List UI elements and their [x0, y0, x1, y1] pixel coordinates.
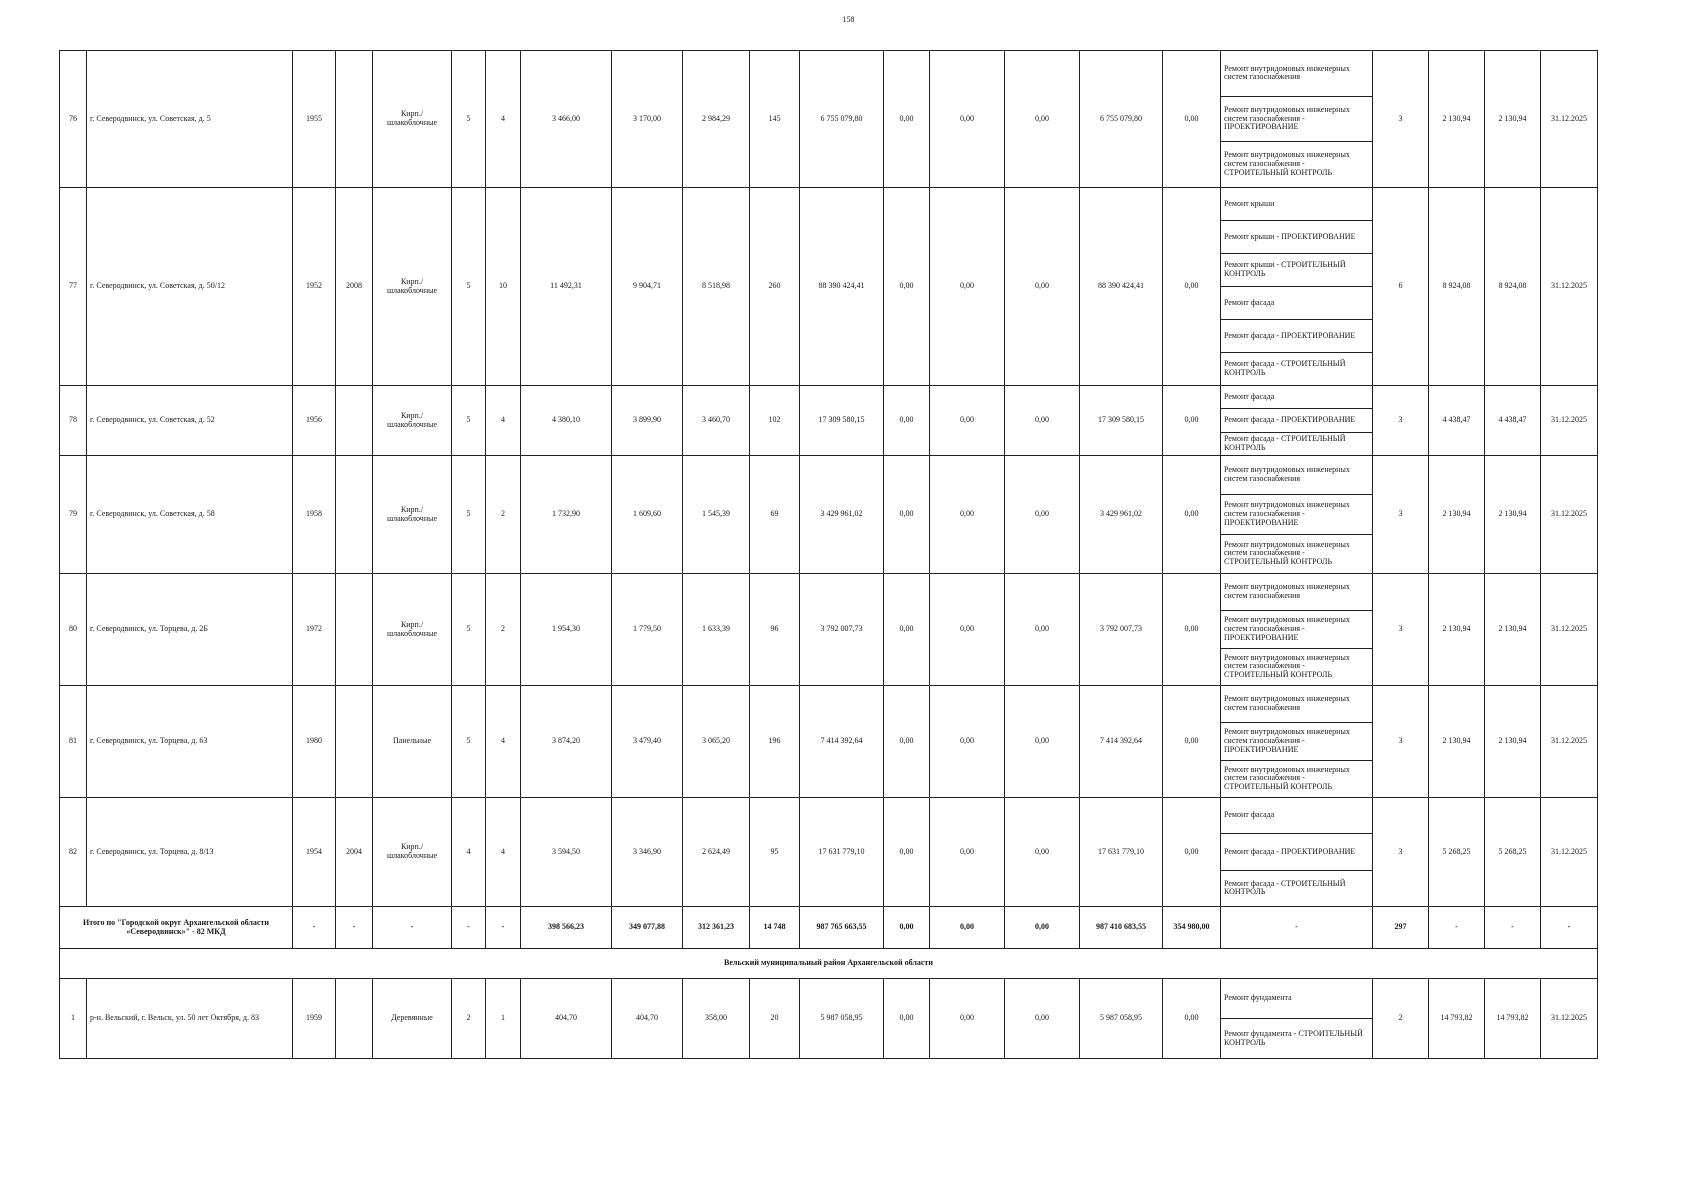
table-row — [60, 686, 1598, 798]
cost-local-budget-cell: 0,00 — [1005, 574, 1080, 686]
works-list-cell — [1221, 51, 1373, 188]
table-row — [60, 386, 1598, 456]
cost-other-cell: 0,00 — [1163, 686, 1221, 798]
work-item: Ремонт крыши — [1221, 188, 1372, 221]
work-item: Ремонт внутридомовых инженерных систем газоснабжения — [1221, 686, 1372, 723]
works-count-cell: 3 — [1373, 798, 1429, 907]
year-repair-cell — [336, 456, 373, 574]
total-residents-cell: 14 748 — [750, 907, 800, 949]
work-item: Ремонт внутридомовых инженерных систем газоснабжения - ПРОЕКТИРОВАНИЕ — [1221, 495, 1372, 534]
unit-cost-cell: 2 130,94 — [1429, 51, 1485, 188]
unit-cost-cell: 8 924,08 — [1429, 188, 1485, 386]
residents-cell: 102 — [750, 386, 800, 456]
address-cell: г. Северодвинск, ул. Торцева, д. 8/13 — [87, 798, 293, 907]
cost-region-budget-cell: 0,00 — [930, 979, 1005, 1059]
deadline-cell: 31.12.2025 — [1541, 798, 1598, 907]
entrances-cell: 4 — [486, 798, 521, 907]
area-premises-cell: 3 479,40 — [612, 686, 683, 798]
total-area-cell: 404,70 — [521, 979, 612, 1059]
address-cell: г. Северодвинск, ул. Торцева, д. 63 — [87, 686, 293, 798]
row-number: 1 — [60, 979, 87, 1059]
floors-cell: 5 — [452, 456, 486, 574]
works-list-cell — [1221, 979, 1373, 1059]
total-cost-budget-local-cell: 0,00 — [1005, 907, 1080, 949]
unit-cost-limit-cell: 14 793,82 — [1485, 979, 1541, 1059]
address-cell: г. Северодвинск, ул. Советская, д. 5 — [87, 51, 293, 188]
work-item: Ремонт внутридомовых инженерных систем газоснабжения - ПРОЕКТИРОВАНИЕ — [1221, 97, 1372, 143]
unit-cost-limit-cell: 8 924,08 — [1485, 188, 1541, 386]
works-count-cell: 3 — [1373, 686, 1429, 798]
cost-fund-cell: 0,00 — [884, 386, 930, 456]
year-built-cell: 1954 — [293, 798, 336, 907]
cost-owners-cell: 3 792 007,73 — [1080, 574, 1163, 686]
address-cell: р-н. Вельский, г. Вельск, ул. 50 лет Октября, д. 83 — [87, 979, 293, 1059]
floors-cell: 5 — [452, 686, 486, 798]
cost-region-budget-cell: 0,00 — [930, 386, 1005, 456]
works-list — [1221, 686, 1372, 797]
floors-cell: 5 — [452, 188, 486, 386]
total-area-cell: 4 380,10 — [521, 386, 612, 456]
cost-other-cell: 0,00 — [1163, 574, 1221, 686]
unit-cost-cell: 4 438,47 — [1429, 386, 1485, 456]
table-row — [60, 798, 1598, 907]
works-list-cell — [1221, 188, 1373, 386]
total-label-cell: Итого по "Городской округ Архангельской области «Северодвинск»" - 82 МКД — [60, 907, 293, 949]
total-cost-budget-region-cell: 0,00 — [930, 907, 1005, 949]
cost-fund-cell: 0,00 — [884, 979, 930, 1059]
work-item: Ремонт фасада - ПРОЕКТИРОВАНИЕ — [1221, 320, 1372, 353]
dash-cell: - — [452, 907, 486, 949]
floors-cell: 5 — [452, 574, 486, 686]
entrances-cell: 2 — [486, 574, 521, 686]
cost-local-budget-cell: 0,00 — [1005, 188, 1080, 386]
unit-cost-limit-cell: 5 268,25 — [1485, 798, 1541, 907]
work-item: Ремонт внутридомовых инженерных систем газоснабжения — [1221, 456, 1372, 495]
total-area-cell: 3 874,20 — [521, 686, 612, 798]
work-item: Ремонт фасада - СТРОИТЕЛЬНЫЙ КОНТРОЛЬ — [1224, 878, 1346, 897]
works-list-cell — [1221, 386, 1373, 456]
wall-material-cell: Кирп./ шлакоблочные — [373, 456, 452, 574]
table-row — [60, 979, 1598, 1059]
residents-cell: 96 — [750, 574, 800, 686]
cost-fund-cell: 0,00 — [884, 51, 930, 188]
dash-cell: - — [1221, 907, 1373, 949]
cost-fund-cell: 0,00 — [884, 686, 930, 798]
unit-cost-cell: 5 268,25 — [1429, 798, 1485, 907]
works-list-cell — [1221, 574, 1373, 686]
residents-cell: 95 — [750, 798, 800, 907]
work-item: Ремонт внутридомовых инженерных систем газоснабжения - СТРОИТЕЛЬНЫЙ КОНТРОЛЬ — [1224, 652, 1350, 680]
cost-owners-cell: 3 429 961,02 — [1080, 456, 1163, 574]
table-row — [60, 574, 1598, 686]
year-built-cell: 1955 — [293, 51, 336, 188]
work-item: Ремонт внутридомовых инженерных систем газоснабжения - СТРОИТЕЛЬНЫЙ КОНТРОЛЬ — [1224, 764, 1350, 792]
area-premises-cell: 9 904,71 — [612, 188, 683, 386]
cost-other-cell: 0,00 — [1163, 386, 1221, 456]
year-built-cell: 1958 — [293, 456, 336, 574]
works-count-cell: 3 — [1373, 386, 1429, 456]
cost-total-cell: 17 631 779,10 — [800, 798, 884, 907]
works-count-cell: 6 — [1373, 188, 1429, 386]
total-area-residential-cell: 312 361,23 — [683, 907, 750, 949]
cost-region-budget-cell: 0,00 — [930, 456, 1005, 574]
entrances-cell: 10 — [486, 188, 521, 386]
cost-local-budget-cell: 0,00 — [1005, 979, 1080, 1059]
cost-owners-cell: 17 309 580,15 — [1080, 386, 1163, 456]
work-item: Ремонт фундамента - СТРОИТЕЛЬНЫЙ КОНТРОЛЬ — [1224, 1028, 1363, 1047]
cost-owners-cell: 6 755 079,80 — [1080, 51, 1163, 188]
floors-cell: 5 — [452, 386, 486, 456]
unit-cost-limit-cell: 2 130,94 — [1485, 51, 1541, 188]
cost-total-cell: 6 755 079,80 — [800, 51, 884, 188]
area-premises-cell: 3 170,00 — [612, 51, 683, 188]
wall-material-cell: Панельные — [373, 686, 452, 798]
total-total-area-cell: 398 566,23 — [521, 907, 612, 949]
year-repair-cell — [336, 574, 373, 686]
cost-fund-cell: 0,00 — [884, 798, 930, 907]
year-repair-cell — [336, 386, 373, 456]
cost-local-budget-cell: 0,00 — [1005, 51, 1080, 188]
cost-region-budget-cell: 0,00 — [930, 686, 1005, 798]
unit-cost-limit-cell: 4 438,47 — [1485, 386, 1541, 456]
cost-local-budget-cell: 0,00 — [1005, 386, 1080, 456]
total-works-count-cell: 297 — [1373, 907, 1429, 949]
work-item: Ремонт крыши - ПРОЕКТИРОВАНИЕ — [1221, 221, 1372, 254]
total-cost-owners-cell: 987 410 683,55 — [1080, 907, 1163, 949]
works-list — [1221, 979, 1372, 1058]
work-item: Ремонт внутридомовых инженерных систем газоснабжения - ПРОЕКТИРОВАНИЕ — [1221, 611, 1372, 648]
wall-material-cell: Кирп./ шлакоблочные — [373, 386, 452, 456]
dash-cell: - — [336, 907, 373, 949]
entrances-cell: 4 — [486, 51, 521, 188]
year-built-cell: 1980 — [293, 686, 336, 798]
entrances-cell: 4 — [486, 386, 521, 456]
works-count-cell: 3 — [1373, 456, 1429, 574]
cost-total-cell: 88 390 424,41 — [800, 188, 884, 386]
area-residential-cell: 358,00 — [683, 979, 750, 1059]
entrances-cell: 2 — [486, 456, 521, 574]
works-count-cell: 3 — [1373, 51, 1429, 188]
table-row — [60, 51, 1598, 188]
works-list-cell — [1221, 456, 1373, 574]
work-item: Ремонт внутридомовых инженерных систем газоснабжения — [1221, 51, 1372, 97]
dash-cell: - — [293, 907, 336, 949]
floors-cell: 2 — [452, 979, 486, 1059]
cost-fund-cell: 0,00 — [884, 456, 930, 574]
total-area-total-premises-cell: 349 077,88 — [612, 907, 683, 949]
dash-cell: - — [486, 907, 521, 949]
region-header: Вельский муниципальный район Архангельской области — [60, 949, 1598, 979]
area-premises-cell: 3 346,90 — [612, 798, 683, 907]
deadline-cell: 31.12.2025 — [1541, 574, 1598, 686]
work-item: Ремонт внутридомовых инженерных систем газоснабжения - СТРОИТЕЛЬНЫЙ КОНТРОЛЬ — [1224, 150, 1350, 178]
total-cost-fund-cell: 0,00 — [884, 907, 930, 949]
entrances-cell: 1 — [486, 979, 521, 1059]
work-item: Ремонт крыши - СТРОИТЕЛЬНЫЙ КОНТРОЛЬ — [1221, 254, 1372, 287]
residents-cell: 196 — [750, 686, 800, 798]
works-list-cell — [1221, 798, 1373, 907]
area-residential-cell: 1 633,39 — [683, 574, 750, 686]
work-item: Ремонт внутридомовых инженерных систем газоснабжения - СТРОИТЕЛЬНЫЙ КОНТРОЛЬ — [1224, 539, 1350, 567]
cost-other-cell: 0,00 — [1163, 979, 1221, 1059]
area-residential-cell: 3 460,70 — [683, 386, 750, 456]
year-repair-cell — [336, 979, 373, 1059]
work-item: Ремонт фасада - ПРОЕКТИРОВАНИЕ — [1221, 409, 1372, 432]
works-list-cell — [1221, 686, 1373, 798]
work-item: Ремонт фасада — [1221, 798, 1372, 834]
cost-local-budget-cell: 0,00 — [1005, 686, 1080, 798]
unit-cost-limit-cell: 2 130,94 — [1485, 574, 1541, 686]
work-item: Ремонт внутридомовых инженерных систем газоснабжения - ПРОЕКТИРОВАНИЕ — [1221, 723, 1372, 760]
year-repair-cell — [336, 686, 373, 798]
residents-cell: 20 — [750, 979, 800, 1059]
total-area-cell: 1 732,90 — [521, 456, 612, 574]
dash-cell: - — [1485, 907, 1541, 949]
area-premises-cell: 3 899,90 — [612, 386, 683, 456]
works-list — [1221, 386, 1372, 455]
deadline-cell: 31.12.2025 — [1541, 686, 1598, 798]
cost-total-cell: 3 429 961,02 — [800, 456, 884, 574]
floors-cell: 4 — [452, 798, 486, 907]
area-premises-cell: 1 609,60 — [612, 456, 683, 574]
year-repair-cell — [336, 51, 373, 188]
unit-cost-cell: 2 130,94 — [1429, 456, 1485, 574]
total-cost-other-cell: 354 980,00 — [1163, 907, 1221, 949]
total-area-cell: 1 954,30 — [521, 574, 612, 686]
cost-other-cell: 0,00 — [1163, 798, 1221, 907]
year-repair-cell: 2008 — [336, 188, 373, 386]
residents-cell: 69 — [750, 456, 800, 574]
wall-material-cell: Кирп./ шлакоблочные — [373, 798, 452, 907]
area-residential-cell: 3 065,20 — [683, 686, 750, 798]
year-built-cell: 1972 — [293, 574, 336, 686]
cost-total-cell: 17 309 580,15 — [800, 386, 884, 456]
row-number: 76 — [60, 51, 87, 188]
cost-total-cell: 7 414 392,64 — [800, 686, 884, 798]
cost-fund-cell: 0,00 — [884, 574, 930, 686]
residents-cell: 145 — [750, 51, 800, 188]
cost-region-budget-cell: 0,00 — [930, 51, 1005, 188]
dash-cell: - — [1429, 907, 1485, 949]
deadline-cell: 31.12.2025 — [1541, 386, 1598, 456]
total-cost-total-cell: 987 765 663,55 — [800, 907, 884, 949]
cost-owners-cell: 5 987 058,95 — [1080, 979, 1163, 1059]
dash-cell: - — [373, 907, 452, 949]
address-cell: г. Северодвинск, ул. Советская, д. 50/12 — [87, 188, 293, 386]
cost-other-cell: 0,00 — [1163, 456, 1221, 574]
cost-other-cell: 0,00 — [1163, 188, 1221, 386]
total-row — [60, 907, 1598, 949]
address-cell: г. Северодвинск, ул. Советская, д. 52 — [87, 386, 293, 456]
row-number: 79 — [60, 456, 87, 574]
address-cell: г. Северодвинск, ул. Советская, д. 58 — [87, 456, 293, 574]
table-row — [60, 188, 1598, 386]
cost-other-cell: 0,00 — [1163, 51, 1221, 188]
works-count-cell: 3 — [1373, 574, 1429, 686]
row-number: 81 — [60, 686, 87, 798]
cost-region-budget-cell: 0,00 — [930, 188, 1005, 386]
unit-cost-cell: 2 130,94 — [1429, 686, 1485, 798]
wall-material-cell: Деревянные — [373, 979, 452, 1059]
unit-cost-limit-cell: 2 130,94 — [1485, 686, 1541, 798]
works-list — [1221, 798, 1372, 906]
area-residential-cell: 2 624,49 — [683, 798, 750, 907]
row-number: 78 — [60, 386, 87, 456]
wall-material-cell: Кирп./ шлакоблочные — [373, 188, 452, 386]
work-item: Ремонт фасада - СТРОИТЕЛЬНЫЙ КОНТРОЛЬ — [1224, 434, 1346, 452]
work-item: Ремонт фасада - ПРОЕКТИРОВАНИЕ — [1221, 834, 1372, 870]
page-number: 158 — [842, 15, 855, 24]
unit-cost-limit-cell: 2 130,94 — [1485, 456, 1541, 574]
entrances-cell: 4 — [486, 686, 521, 798]
cost-fund-cell: 0,00 — [884, 188, 930, 386]
deadline-cell: 31.12.2025 — [1541, 51, 1598, 188]
works-count-cell: 2 — [1373, 979, 1429, 1059]
cost-owners-cell: 17 631 779,10 — [1080, 798, 1163, 907]
row-number: 80 — [60, 574, 87, 686]
row-number: 77 — [60, 188, 87, 386]
area-residential-cell: 8 518,98 — [683, 188, 750, 386]
floors-cell: 5 — [452, 51, 486, 188]
region-header-row — [60, 949, 1598, 979]
year-built-cell: 1959 — [293, 979, 336, 1059]
area-premises-cell: 404,70 — [612, 979, 683, 1059]
year-built-cell: 1956 — [293, 386, 336, 456]
wall-material-cell: Кирп./ шлакоблочные — [373, 51, 452, 188]
work-item: Ремонт фундамента — [1221, 979, 1372, 1019]
address-cell: г. Северодвинск, ул. Торцева, д. 2Б — [87, 574, 293, 686]
works-list — [1221, 51, 1372, 187]
unit-cost-cell: 2 130,94 — [1429, 574, 1485, 686]
year-built-cell: 1952 — [293, 188, 336, 386]
deadline-cell: 31.12.2025 — [1541, 979, 1598, 1059]
table-row — [60, 456, 1598, 574]
area-residential-cell: 1 545,39 — [683, 456, 750, 574]
work-item: Ремонт фасада - СТРОИТЕЛЬНЫЙ КОНТРОЛЬ — [1224, 359, 1346, 377]
works-list — [1221, 574, 1372, 685]
deadline-cell: 31.12.2025 — [1541, 188, 1598, 386]
cost-region-budget-cell: 0,00 — [930, 798, 1005, 907]
area-premises-cell: 1 779,50 — [612, 574, 683, 686]
cost-local-budget-cell: 0,00 — [1005, 798, 1080, 907]
cost-owners-cell: 7 414 392,64 — [1080, 686, 1163, 798]
cost-owners-cell: 88 390 424,41 — [1080, 188, 1163, 386]
works-list — [1221, 188, 1372, 385]
works-list — [1221, 456, 1372, 573]
total-area-cell: 3 466,00 — [521, 51, 612, 188]
cost-local-budget-cell: 0,00 — [1005, 456, 1080, 574]
total-area-cell: 11 492,31 — [521, 188, 612, 386]
cost-total-cell: 5 987 058,95 — [800, 979, 884, 1059]
unit-cost-cell: 14 793,82 — [1429, 979, 1485, 1059]
deadline-cell: 31.12.2025 — [1541, 456, 1598, 574]
work-item: Ремонт внутридомовых инженерных систем газоснабжения — [1221, 574, 1372, 611]
work-item: Ремонт фасада — [1221, 386, 1372, 409]
row-number: 82 — [60, 798, 87, 907]
cost-region-budget-cell: 0,00 — [930, 574, 1005, 686]
total-area-cell: 3 594,50 — [521, 798, 612, 907]
area-residential-cell: 2 984,29 — [683, 51, 750, 188]
wall-material-cell: Кирп./ шлакоблочные — [373, 574, 452, 686]
residents-cell: 260 — [750, 188, 800, 386]
year-repair-cell: 2004 — [336, 798, 373, 907]
work-item: Ремонт фасада — [1221, 287, 1372, 320]
dash-cell: - — [1541, 907, 1598, 949]
cost-total-cell: 3 792 007,73 — [800, 574, 884, 686]
repair-program-table — [59, 50, 1598, 1059]
